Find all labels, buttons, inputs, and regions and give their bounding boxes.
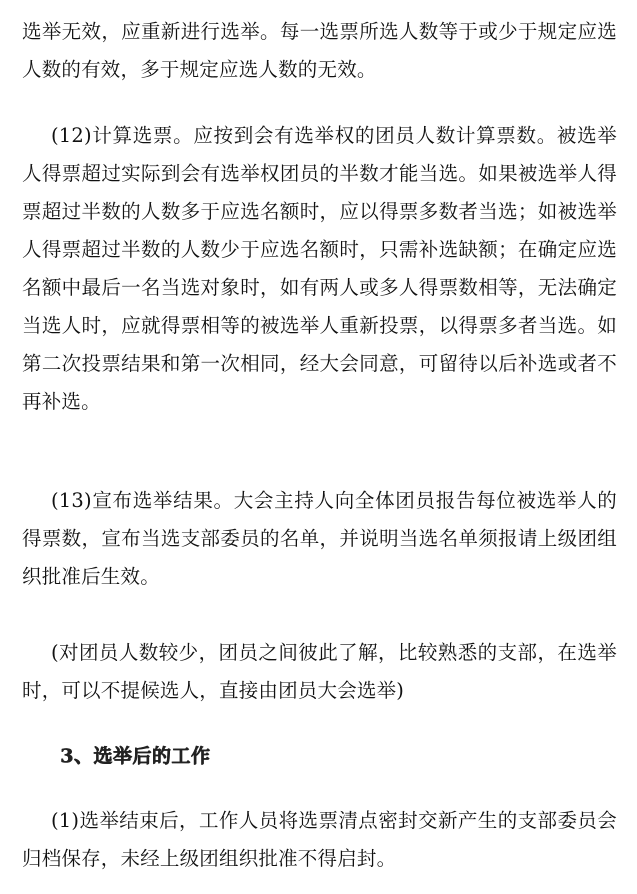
paragraph-ballot-validity: 选举无效，应重新进行选举。每一选票所选人数等于或少于规定应选人数的有效，多于规定应选人数的无效。 bbox=[22, 20, 617, 81]
paragraph-small-branch-note: (对团员人数较少，团员之间彼此了解，比较熟悉的支部，在选举时，可以不提候选人，直接由团员大会选举) bbox=[22, 641, 617, 702]
paragraph-vote-counting: (12)计算选票。应按到会有选举权的团员人数计算票数。被选举人得票超过实际到会有选举权团员的半数才能当选。如果被选举人得票超过半数的人数多于应选名额时，应以得票多数者当选；如被选举人得票超过半数的人数少于应选名额时，只需补选缺额；在确定应选名额中最后一名当选对象时，如有两人或多人得票数相等，无法确定当选人时，应就得票相等的被选举人重新投票，以得票多者当选。如第二次投票结果和第一次相同，经大会同意，可留待以后补选或者不再补选。 bbox=[22, 124, 617, 413]
paragraph-post-election-archive: (1)选举结束后，工作人员将选票清点密封交新产生的支部委员会归档保存，未经上级团组织批准不得启封。 bbox=[22, 809, 617, 870]
section-heading: 3、选举后的工作 bbox=[60, 745, 211, 767]
paragraph-announce-results: (13)宣布选举结果。大会主持人向全体团员报告每位被选举人的得票数，宣布当选支部委员的名单，并说明当选名单须报请上级团组织批准后生效。 bbox=[22, 489, 617, 588]
